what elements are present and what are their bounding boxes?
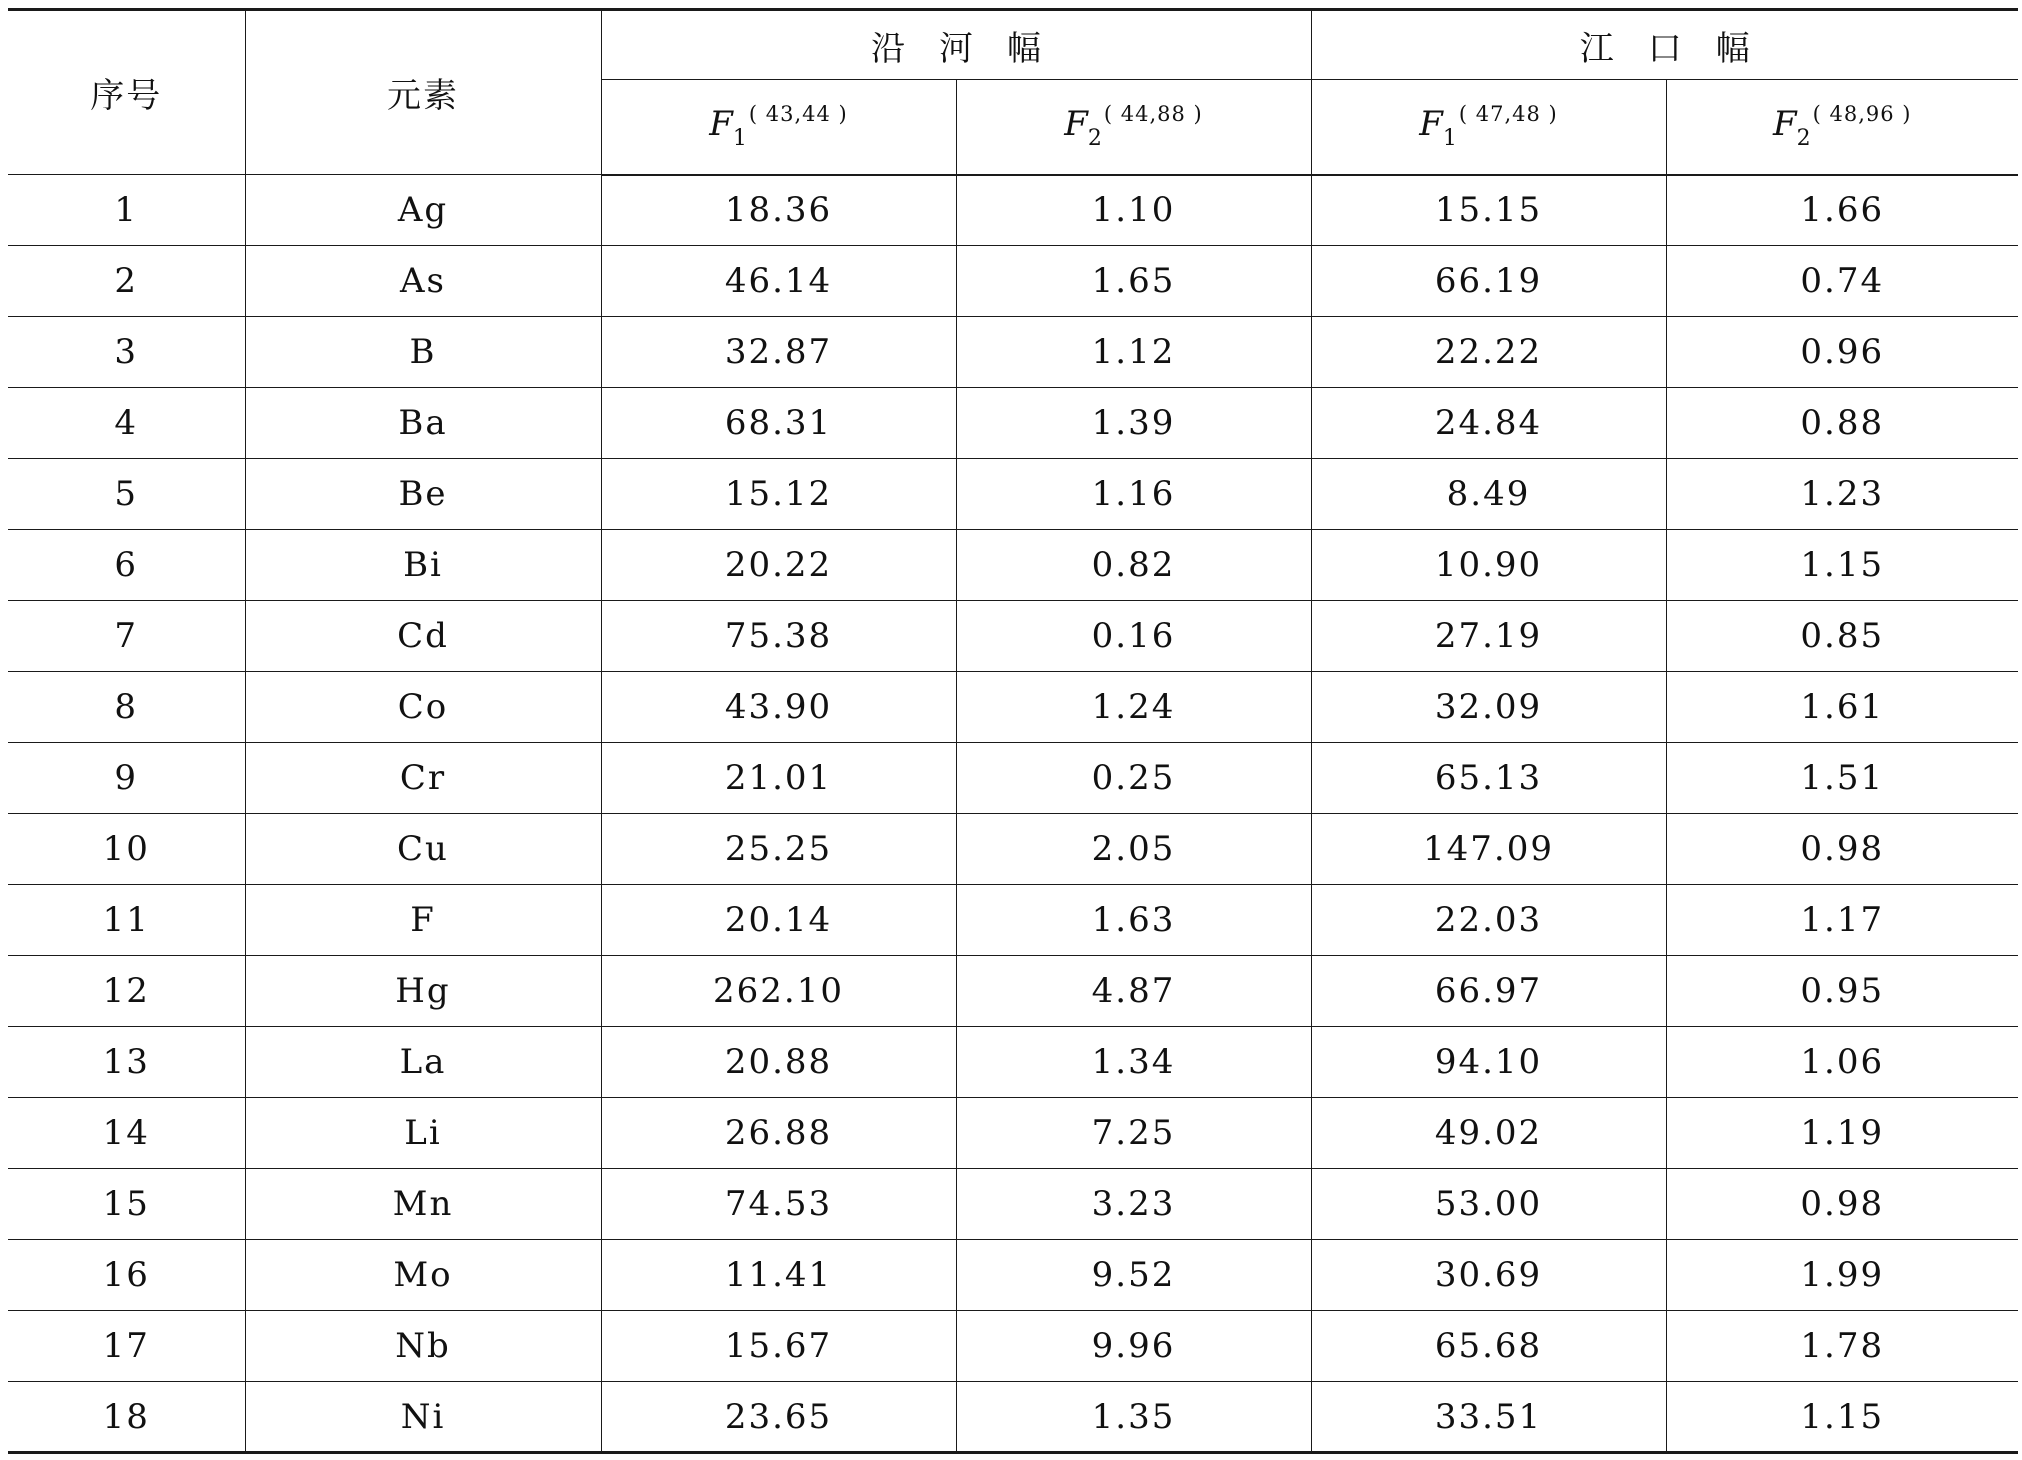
cell-yanhe-f1: 20.22 <box>601 530 956 601</box>
cell-element: Cd <box>245 601 601 672</box>
f-degrees-of-freedom: ( 48,96 ) <box>1812 102 1912 127</box>
cell-jiangkou-f1: 32.09 <box>1311 672 1666 743</box>
cell-index: 4 <box>8 388 245 459</box>
cell-jiangkou-f1: 65.68 <box>1311 1311 1666 1382</box>
group-label-jiangkou: 江口幅 <box>1579 28 1784 69</box>
cell-index: 18 <box>8 1382 245 1453</box>
cell-element: Cr <box>245 743 601 814</box>
cell-element: Li <box>245 1098 601 1169</box>
table-row <box>8 956 2018 1027</box>
cell-yanhe-f1: 18.36 <box>601 175 956 246</box>
cell-yanhe-f2: 3.23 <box>956 1169 1311 1240</box>
cell-jiangkou-f2: 1.66 <box>1666 175 2018 246</box>
cell-jiangkou-f1: 30.69 <box>1311 1240 1666 1311</box>
cell-index: 16 <box>8 1240 245 1311</box>
table-row <box>8 743 2018 814</box>
table-body <box>8 175 2018 1453</box>
cell-yanhe-f2: 2.05 <box>956 814 1311 885</box>
cell-yanhe-f1: 23.65 <box>601 1382 956 1453</box>
cell-index: 3 <box>8 317 245 388</box>
cell-jiangkou-f1: 27.19 <box>1311 601 1666 672</box>
cell-jiangkou-f1: 66.97 <box>1311 956 1666 1027</box>
cell-jiangkou-f1: 66.19 <box>1311 246 1666 317</box>
f-subscript: 1 <box>1442 126 1457 152</box>
cell-jiangkou-f2: 1.19 <box>1666 1098 2018 1169</box>
cell-yanhe-f2: 1.63 <box>956 885 1311 956</box>
cell-jiangkou-f1: 10.90 <box>1311 530 1666 601</box>
cell-yanhe-f2: 1.10 <box>956 175 1311 246</box>
f-degrees-of-freedom: ( 44,88 ) <box>1103 102 1203 127</box>
cell-element: La <box>245 1027 601 1098</box>
table-row <box>8 814 2018 885</box>
cell-jiangkou-f2: 1.61 <box>1666 672 2018 743</box>
cell-yanhe-f1: 262.10 <box>601 956 956 1027</box>
f-subscript: 1 <box>732 126 747 152</box>
cell-index: 2 <box>8 246 245 317</box>
cell-element: As <box>245 246 601 317</box>
header-yanhe-f2 <box>956 80 1311 175</box>
cell-index: 13 <box>8 1027 245 1098</box>
cell-yanhe-f1: 15.67 <box>601 1311 956 1382</box>
cell-element: Hg <box>245 956 601 1027</box>
cell-yanhe-f2: 1.16 <box>956 459 1311 530</box>
cell-index: 8 <box>8 672 245 743</box>
header-yanhe-f1 <box>601 80 956 175</box>
cell-yanhe-f1: 74.53 <box>601 1169 956 1240</box>
cell-yanhe-f1: 46.14 <box>601 246 956 317</box>
cell-jiangkou-f1: 15.15 <box>1311 175 1666 246</box>
table-row <box>8 530 2018 601</box>
header-row-groups <box>8 10 2018 80</box>
f-subscript: 2 <box>1796 126 1811 152</box>
table-row <box>8 246 2018 317</box>
cell-jiangkou-f2: 1.15 <box>1666 1382 2018 1453</box>
cell-element: Mo <box>245 1240 601 1311</box>
cell-element: Mn <box>245 1169 601 1240</box>
cell-yanhe-f2: 0.16 <box>956 601 1311 672</box>
table-row <box>8 317 2018 388</box>
cell-jiangkou-f1: 22.03 <box>1311 885 1666 956</box>
cell-jiangkou-f1: 24.84 <box>1311 388 1666 459</box>
f-degrees-of-freedom: ( 47,48 ) <box>1458 102 1558 127</box>
f-symbol: F <box>1419 104 1443 145</box>
cell-element: Ba <box>245 388 601 459</box>
cell-jiangkou-f2: 1.06 <box>1666 1027 2018 1098</box>
cell-jiangkou-f2: 0.95 <box>1666 956 2018 1027</box>
f-subscript: 2 <box>1087 126 1102 152</box>
cell-index: 11 <box>8 885 245 956</box>
cell-index: 17 <box>8 1311 245 1382</box>
cell-jiangkou-f2: 0.98 <box>1666 1169 2018 1240</box>
cell-element: B <box>245 317 601 388</box>
table-row <box>8 885 2018 956</box>
cell-yanhe-f2: 1.34 <box>956 1027 1311 1098</box>
cell-yanhe-f2: 1.65 <box>956 246 1311 317</box>
cell-jiangkou-f2: 0.74 <box>1666 246 2018 317</box>
cell-yanhe-f1: 20.14 <box>601 885 956 956</box>
table-row <box>8 1382 2018 1453</box>
cell-yanhe-f2: 9.52 <box>956 1240 1311 1311</box>
cell-yanhe-f2: 1.35 <box>956 1382 1311 1453</box>
cell-yanhe-f2: 0.82 <box>956 530 1311 601</box>
table-row <box>8 175 2018 246</box>
cell-yanhe-f2: 9.96 <box>956 1311 1311 1382</box>
cell-jiangkou-f2: 0.98 <box>1666 814 2018 885</box>
cell-yanhe-f2: 4.87 <box>956 956 1311 1027</box>
cell-jiangkou-f1: 94.10 <box>1311 1027 1666 1098</box>
cell-element: Cu <box>245 814 601 885</box>
cell-index: 5 <box>8 459 245 530</box>
cell-yanhe-f2: 1.12 <box>956 317 1311 388</box>
header-jiangkou-f2 <box>1666 80 2018 175</box>
header-jiangkou-f1 <box>1311 80 1666 175</box>
cell-jiangkou-f2: 0.88 <box>1666 388 2018 459</box>
f-test-table <box>8 8 2018 1454</box>
cell-yanhe-f2: 7.25 <box>956 1098 1311 1169</box>
cell-element: F <box>245 885 601 956</box>
cell-jiangkou-f2: 1.15 <box>1666 530 2018 601</box>
cell-jiangkou-f1: 8.49 <box>1311 459 1666 530</box>
cell-element: Be <box>245 459 601 530</box>
f-degrees-of-freedom: ( 43,44 ) <box>748 102 848 127</box>
cell-index: 9 <box>8 743 245 814</box>
cell-yanhe-f1: 32.87 <box>601 317 956 388</box>
cell-yanhe-f2: 1.39 <box>956 388 1311 459</box>
header-element: 元素 <box>245 10 601 175</box>
cell-jiangkou-f2: 1.99 <box>1666 1240 2018 1311</box>
cell-jiangkou-f1: 49.02 <box>1311 1098 1666 1169</box>
f-symbol: F <box>1064 104 1088 145</box>
table-row <box>8 601 2018 672</box>
cell-jiangkou-f1: 53.00 <box>1311 1169 1666 1240</box>
cell-yanhe-f1: 11.41 <box>601 1240 956 1311</box>
header-group-jiangkou <box>1311 10 2018 80</box>
cell-yanhe-f1: 68.31 <box>601 388 956 459</box>
cell-index: 12 <box>8 956 245 1027</box>
cell-yanhe-f1: 20.88 <box>601 1027 956 1098</box>
table-row <box>8 1311 2018 1382</box>
header-index: 序号 <box>8 10 245 175</box>
cell-yanhe-f1: 43.90 <box>601 672 956 743</box>
cell-jiangkou-f1: 22.22 <box>1311 317 1666 388</box>
cell-element: Nb <box>245 1311 601 1382</box>
cell-index: 7 <box>8 601 245 672</box>
f-symbol: F <box>709 104 733 145</box>
table-row <box>8 1169 2018 1240</box>
cell-jiangkou-f2: 1.78 <box>1666 1311 2018 1382</box>
cell-yanhe-f2: 0.25 <box>956 743 1311 814</box>
cell-jiangkou-f1: 65.13 <box>1311 743 1666 814</box>
table-row <box>8 1240 2018 1311</box>
cell-element: Co <box>245 672 601 743</box>
cell-element: Bi <box>245 530 601 601</box>
cell-index: 10 <box>8 814 245 885</box>
cell-jiangkou-f2: 0.96 <box>1666 317 2018 388</box>
cell-yanhe-f1: 21.01 <box>601 743 956 814</box>
cell-jiangkou-f1: 33.51 <box>1311 1382 1666 1453</box>
cell-jiangkou-f2: 1.17 <box>1666 885 2018 956</box>
group-label-yanhe: 沿河幅 <box>871 28 1075 69</box>
cell-jiangkou-f2: 1.51 <box>1666 743 2018 814</box>
cell-index: 14 <box>8 1098 245 1169</box>
f-symbol: F <box>1773 104 1797 145</box>
table-row <box>8 1027 2018 1098</box>
header-group-yanhe <box>601 10 1311 80</box>
table-row <box>8 1098 2018 1169</box>
cell-jiangkou-f1: 147.09 <box>1311 814 1666 885</box>
cell-yanhe-f1: 25.25 <box>601 814 956 885</box>
cell-yanhe-f1: 15.12 <box>601 459 956 530</box>
cell-yanhe-f1: 26.88 <box>601 1098 956 1169</box>
cell-index: 15 <box>8 1169 245 1240</box>
cell-element: Ni <box>245 1382 601 1453</box>
cell-index: 1 <box>8 175 245 246</box>
cell-element: Ag <box>245 175 601 246</box>
cell-yanhe-f2: 1.24 <box>956 672 1311 743</box>
cell-index: 6 <box>8 530 245 601</box>
table-row <box>8 459 2018 530</box>
table-row <box>8 388 2018 459</box>
cell-jiangkou-f2: 0.85 <box>1666 601 2018 672</box>
table-row <box>8 672 2018 743</box>
cell-yanhe-f1: 75.38 <box>601 601 956 672</box>
cell-jiangkou-f2: 1.23 <box>1666 459 2018 530</box>
